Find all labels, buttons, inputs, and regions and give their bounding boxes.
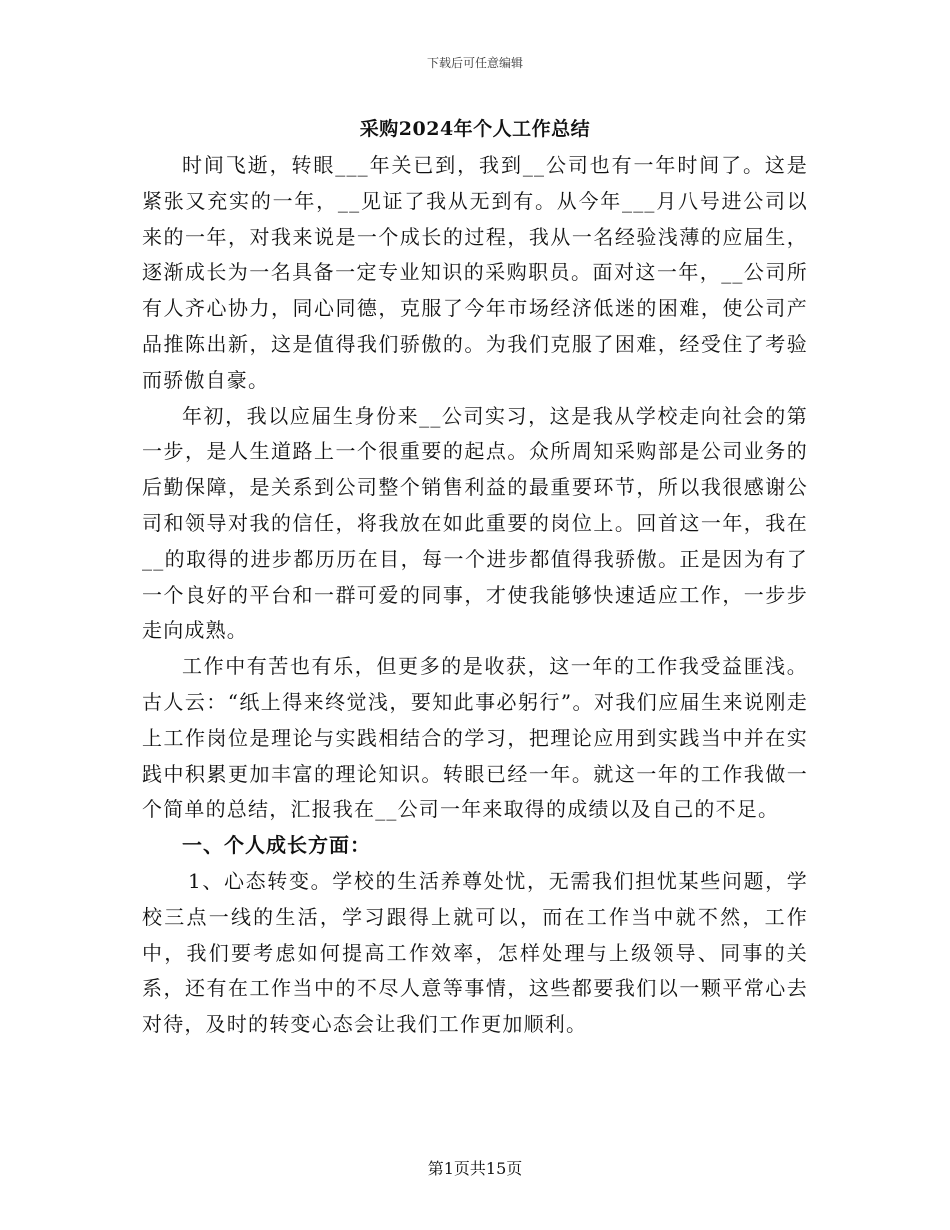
paragraph-start-of-year: 年初，我以应届生身份来__公司实习，这是我从学校走向社会的第一步，是人生道路上一个很重要的起点。众所周知采购部是公司业务的后勤保障，是关系到公司整个销售利益的最重要环节，所以我很感谢公司和领导对我的信任，将我放在如此重要的岗位上。回首这一年，我在__的取得的进步都历历在目，每一个进步都值得我骄傲。正是因为有了一个良好的平台和一群可爱的同事，才使我能够快速适应工作，一步步走向成熟。 [142, 403, 808, 643]
page-header-note: 下载后可任意编辑 [426, 56, 523, 70]
page-number-footer: 第1页共15页 [427, 1159, 523, 1178]
paragraph-mindset-change: 1、心态转变。学校的生活养尊处忧，无需我们担忧某些问题，学校三点一线的生活，学习跟得上就可以，而在工作当中就不然，工作中，我们要考虑如何提高工作效率，怎样处理与上级领导、同事的关系，还有在工作当中的不尽人意等事情，这些都要我们以一颗平常心去对待，及时的转变心态会让我们工作更加顺利。 [142, 868, 808, 1037]
paragraph-gains: 工作中有苦也有乐，但更多的是收获，这一年的工作我受益匪浅。古人云：“纸上得来终觉浅，要知此事必躬行”。对我们应届生来说刚走上工作岗位是理论与实践相结合的学习，把理论应用到实践当中并在实践中积累更加丰富的理论知识。转眼已经一年。就这一年的工作我做一个简单的总结，汇报我在__公司一年来取得的成绩以及自己的不足。 [142, 654, 808, 822]
paragraph-intro: 时间飞逝，转眼___年关已到，我到__公司也有一年时间了。这是紧张又充实的一年，__见证了我从无到有。从今年___月八号进公司以来的一年，对我来说是一个成长的过程，我从一名经验浅薄的应届生，逐渐成长为一名具备一定专业知识的采购职员。面对这一年，__公司所有人齐心协力，同心同德，克服了今年市场经济低迷的困难，使公司产品推陈出新，这是值得我们骄傲的。为我们克服了困难，经受住了考验而骄傲自豪。 [142, 153, 808, 392]
section-heading-personal-growth: 一、个人成长方面： [182, 833, 371, 858]
document-title: 采购2024年个人工作总结 [359, 118, 591, 140]
document-body [142, 148, 808, 1043]
